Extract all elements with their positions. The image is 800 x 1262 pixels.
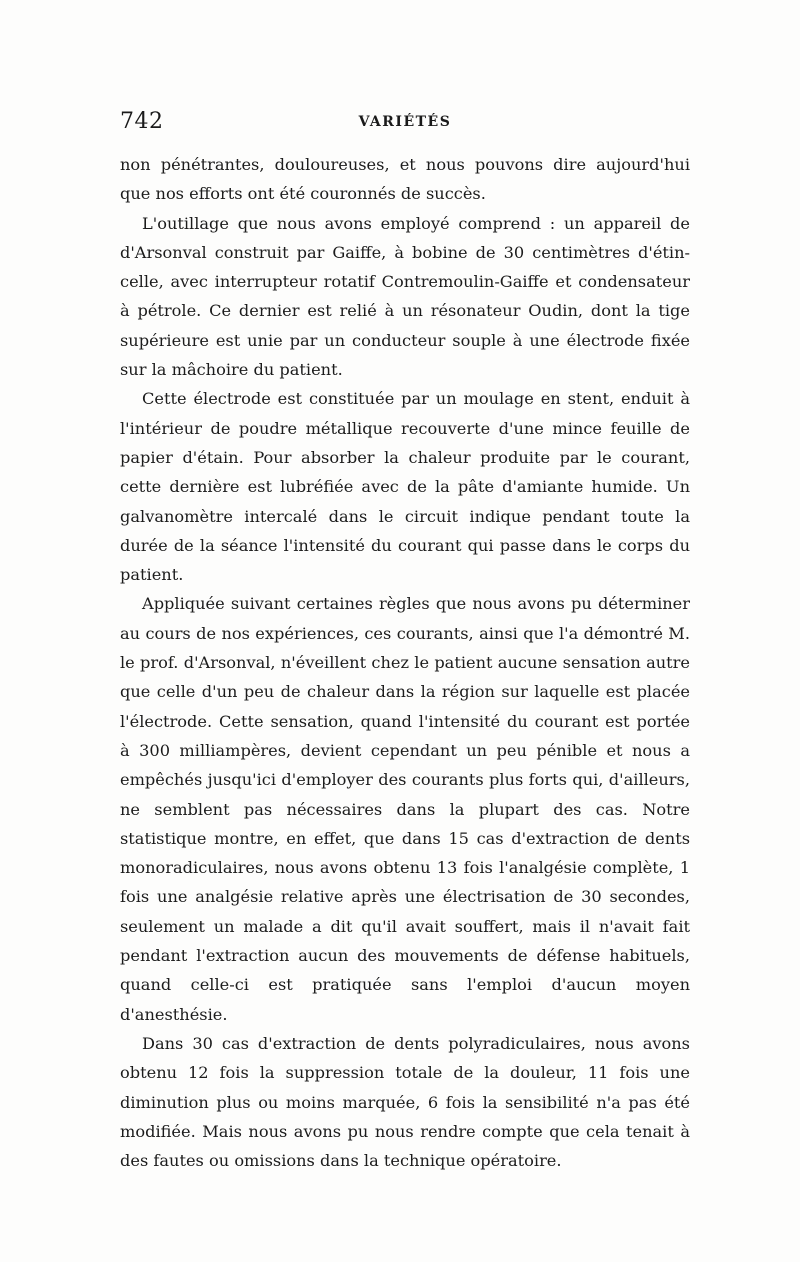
running-head: VARIÉTÉS bbox=[358, 114, 452, 130]
paragraph: L'outillage que nous avons employé comprend : un appareil de d'Arsonval construit par Gaiffe, à bobine de 30 centimètres d'étincelle, avec interrupteur rotatif Contremoulin-Gaiffe et condensateur à pétrole. Ce dernier est relié à un résonateur Oudin, dont la tige supérieure est unie par un conducteur souple à une électrode fixée sur la mâchoire du patient. bbox=[120, 213, 690, 380]
paragraph: Appliquée suivant certaines règles que nous avons pu déterminer au cours de nos expériences, ces courants, ainsi que l'a démontré M. le prof. d'Arsonval, n'éveillent chez le patient aucune sensation autre que celle d'un peu de chaleur dans la région sur laquelle est placée l'électrode. Cette sensation, quand l'intensité du courant est portée à 300 milliampères, devient cependant un peu pénible et nous a empêchés jusqu'ici d'employer des courants plus forts qui, d'ailleurs, ne semblent pas nécessaires dans la plupart des cas. Notre statistique montre, en effet, que dans 15 cas d'extraction de dents monoradiculaires, nous avons obtenu 13 fois l'analgésie complète, 1 fois une analgésie relative après une électrisation de 30 secondes, seulement un malade a dit qu'il avait souffert, mais il n'avait fait pendant l'extraction aucun des mouvements de défense habituels, quand celle-ci est pratiquée sans l'emploi d'aucun moyen d'anesthésie. bbox=[120, 594, 690, 1024]
paragraph: Cette électrode est constituée par un moulage en stent, enduit à l'intérieur de poudre métallique recouverte d'une mince feuille de papier d'étain. Pour absorber la chaleur produite par le courant, cette dernière est lubréfiée avec de la pâte d'amiante humide. Un galvanomètre intercalé dans le circuit indique pendant toute la durée de la séance l'intensité du courant qui passe dans le corps du patient. bbox=[120, 389, 690, 585]
paragraph: non pénétrantes, douloureuses, et nous pouvons dire aujourd'hui que nos efforts ont été couronnés de succès. bbox=[120, 155, 690, 204]
paragraph: Dans 30 cas d'extraction de dents polyradiculaires, nous avons obtenu 12 fois la suppression totale de la douleur, 11 fois une diminution plus ou moins marquée, 6 fois la sensibilité n'a pas été modifiée. Mais nous avons pu nous rendre compte que cela tenait à des fautes ou omissions dans la technique opératoire. bbox=[120, 1033, 690, 1171]
page-number: 742 bbox=[120, 109, 164, 134]
body-text bbox=[120, 150, 690, 1175]
page-header bbox=[120, 109, 690, 139]
